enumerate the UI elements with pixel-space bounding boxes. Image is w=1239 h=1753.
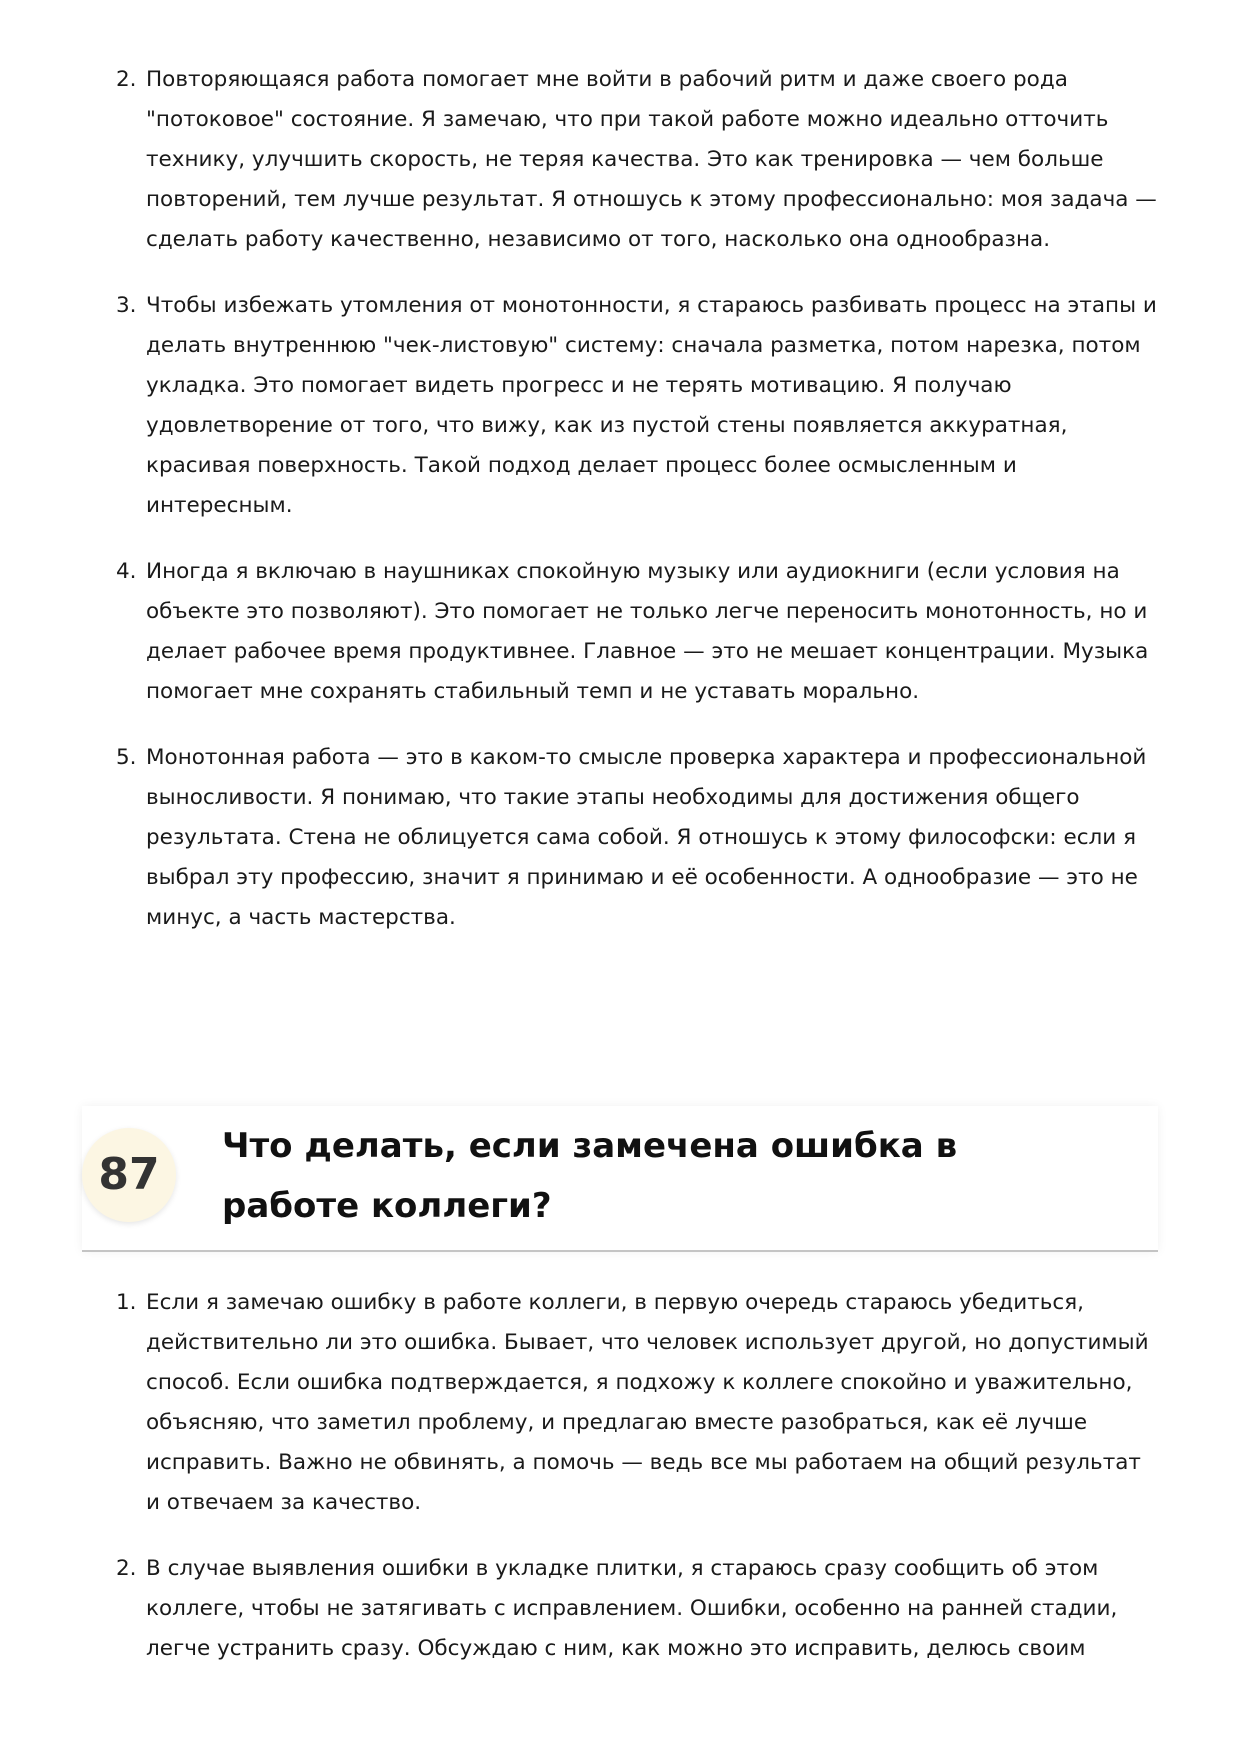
list-item — [0, 738, 1158, 938]
list-item-text: Монотонная работа — это в каком-то смысле проверка характера и профессиональной выносливости. Я понимаю, что такие этапы необходимы для достижения общего результата. Стена не облицуется сама собой. Я отношусь к этому философски: если я выбрал эту профессию, значит я принимаю и её особенности. А однообразие — это не минус, а часть мастерства. — [146, 745, 1147, 930]
question-number-badge: 87 — [82, 1128, 176, 1222]
list-item-text: Повторяющаяся работа помогает мне войти в рабочий ритм и даже своего рода "потоковое" состояние. Я замечаю, что при такой работе можно идеально отточить технику, улучшить скорость, не теряя качества. Это как тренировка — чем больше повторений, тем лучше результат. Я отношусь к этому профессионально: моя задача — сделать работу качественно, независимо от того, насколько она однообразна. — [146, 67, 1157, 252]
answer-list-previous — [0, 60, 1239, 938]
list-item-text: Иногда я включаю в наушниках спокойную музыку или аудиокниги (если условия на объекте это позволяют). Это помогает не только легче переносить монотонность, но и делает рабочее время продуктивнее. Главное — это не мешает концентрации. Музыка помогает мне сохранять стабильный темп и не уставать морально. — [146, 559, 1149, 704]
question-header — [82, 1106, 1158, 1252]
question-title: Что делать, если замечена ошибка в работе коллеги? — [222, 1126, 958, 1226]
list-item-number: 2. — [116, 1556, 137, 1581]
list-item-text: Чтобы избежать утомления от монотонности, я стараюсь разбивать процесс на этапы и делать внутреннюю "чек-листовую" систему: сначала разметка, потом нарезка, потом укладка. Это помогает видеть прогресс и не терять мотивацию. Я получаю удовлетворение от того, что вижу, как из пустой стены появляется аккуратная, красивая поверхность. Такой подход делает процесс более осмысленным и интересным. — [146, 293, 1157, 518]
list-item-number: 2. — [116, 67, 137, 92]
list-item — [0, 552, 1158, 712]
list-item — [0, 1549, 1158, 1669]
list-item-text: В случае выявления ошибки в укладке плитки, я стараюсь сразу сообщить об этом коллеге, чтобы не затягивать с исправлением. Ошибки, особенно на ранней стадии, легче устранить сразу. Обсуждаю с ним, как можно это исправить, делюсь своим — [146, 1556, 1118, 1661]
list-item-number: 4. — [116, 559, 137, 584]
list-item — [0, 1283, 1158, 1523]
answer-list — [0, 1283, 1239, 1669]
list-item-number: 1. — [116, 1290, 137, 1315]
list-item-number: 5. — [116, 745, 137, 770]
list-item — [0, 60, 1158, 260]
list-item — [0, 286, 1158, 526]
list-item-text: Если я замечаю ошибку в работе коллеги, в первую очередь стараюсь убедиться, действительно ли это ошибка. Бывает, что человек использует другой, но допустимый способ. Если ошибка подтверждается, я подхожу к коллеге спокойно и уважительно, объясняю, что заметил проблему, и предлагаю вместе разобраться, как её лучше исправить. Важно не обвинять, а помочь — ведь все мы работаем на общий результат и отвечаем за качество. — [146, 1290, 1149, 1515]
list-item-number: 3. — [116, 293, 137, 318]
